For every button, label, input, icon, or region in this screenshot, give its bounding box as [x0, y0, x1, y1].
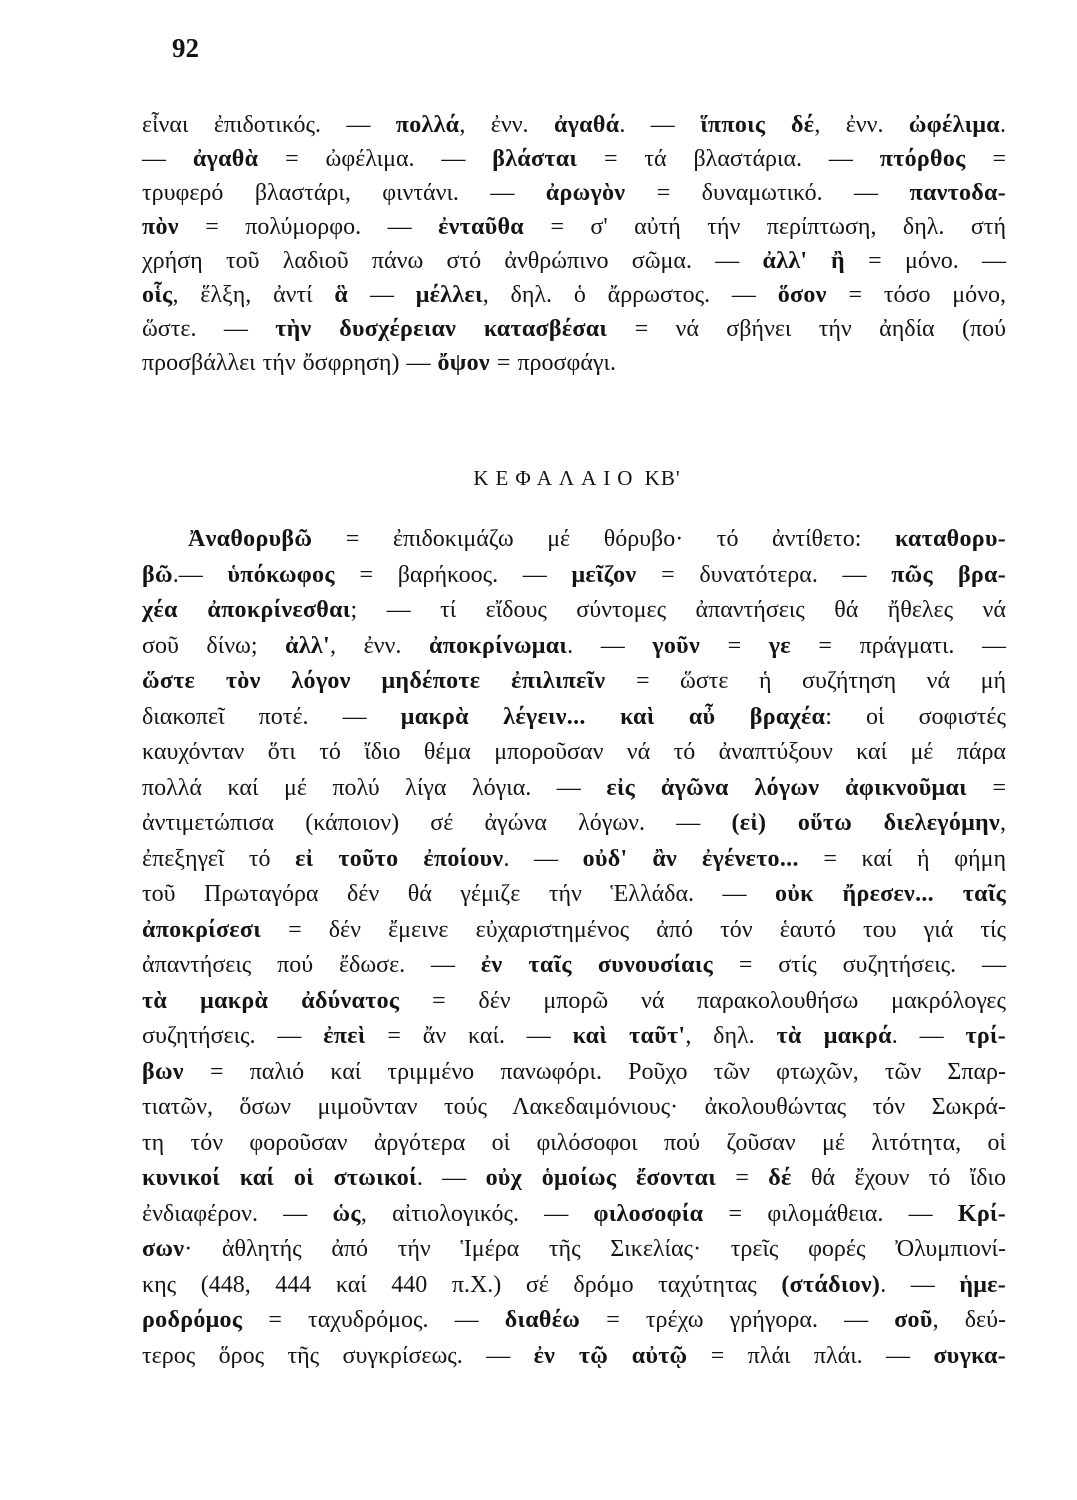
headword-text: οὐδ' ἂν ἐγένετο...: [582, 845, 799, 872]
gloss-text: = ὠφέλιμα. —: [258, 146, 493, 172]
headword-text: ἀγαθά: [553, 112, 620, 138]
gloss-text: =: [966, 774, 1006, 801]
gloss-text: συζητήσεις. —: [142, 1023, 324, 1049]
gloss-text: καυχόνταν ὅτι τό ἴδιο θέμα μποροῦσαν νά τό ἀναπτύξουν καί μέ πάρα: [142, 739, 1006, 765]
text-line: [142, 1197, 1006, 1233]
headword-text: καταθορυ-: [894, 526, 1006, 552]
gloss-text: . —: [891, 1023, 966, 1049]
text-line: [142, 593, 1006, 629]
gloss-text: , δηλ.: [685, 1023, 777, 1049]
gloss-text: τερος ὅρος τῆς συγκρίσεως. —: [142, 1342, 534, 1369]
text-line: [142, 176, 1006, 210]
text-line: [142, 558, 1006, 594]
headword-text: οὐχ ὁμοίως ἔσονται: [485, 1165, 716, 1191]
headword-text: ἐν ταῖς συνουσίαις: [480, 952, 714, 978]
headword-text: ὄψον: [437, 350, 490, 376]
headword-text: ἐπεὶ: [323, 1023, 366, 1049]
gloss-text: —: [142, 146, 193, 172]
gloss-text: , δηλ. ὁ ἄρρωστος. —: [482, 282, 778, 308]
gloss-text: = δέν ἔμεινε εὐχαριστημένος ἀπό τόν ἑαυτό του γιά τίς: [260, 916, 1006, 943]
headword-text: εἰς ἀγῶνα λόγων ἀφικνοῦμαι: [606, 774, 967, 801]
headword-text: βων: [142, 1058, 184, 1085]
gloss-text: =: [715, 1165, 769, 1191]
gloss-text: = τόσο μόνο,: [826, 282, 1006, 308]
gloss-text: τοῦ Πρωταγόρα δέν θά γέμιζε τήν Ἑλλάδα. —: [142, 881, 776, 907]
gloss-text: =: [699, 632, 769, 659]
gloss-text: . —: [416, 1165, 486, 1191]
headword-text: ἀποκρίνωμαι: [428, 632, 568, 659]
gloss-text: , ἐνν.: [459, 112, 554, 138]
gloss-text: . —: [567, 632, 653, 659]
text-line: [142, 1232, 1006, 1268]
headword-text: Ἀναθορυβῶ: [188, 526, 313, 552]
paragraph-previous-chapter-notes: [142, 108, 1006, 380]
headword-text: διαθέω: [504, 1307, 581, 1333]
text-line: [142, 346, 1006, 380]
headword-text: βῶ: [142, 561, 173, 588]
text-line: [142, 806, 1006, 842]
headword-text: πῶς βρα-: [891, 561, 1007, 588]
headword-text: μέλλει: [415, 282, 483, 308]
gloss-text: ἐνδιαφέρον. —: [142, 1200, 333, 1227]
gloss-text: εἶναι ἐπιδοτικός. —: [142, 112, 396, 138]
text-line: [142, 1019, 1006, 1055]
gloss-text: πολλά καί μέ πολύ λίγα λόγια. —: [142, 774, 607, 801]
text-line: [142, 244, 1006, 278]
text-line: [142, 312, 1006, 346]
gloss-text: τη τόν φοροῦσαν ἀργότερα οἱ φιλόσοφοι πού ζοῦσαν μέ λιτότητα, οἱ: [142, 1129, 1006, 1156]
text-line: [142, 1055, 1006, 1091]
headword-text: μεῖζον: [571, 561, 637, 588]
headword-text: πὸν: [142, 214, 179, 240]
headword-text: ἀγαθὰ: [192, 146, 259, 172]
gloss-text: . —: [503, 845, 583, 872]
headword-text: χέα ἀποκρίνεσθαι: [142, 597, 351, 623]
headword-text: φιλοσοφία: [593, 1200, 704, 1227]
gloss-text: κης (448, 444 καί 440 π.Χ.) σέ δρόμο ταχύτητας: [142, 1271, 782, 1298]
gloss-text: = προσφάγι.: [489, 350, 616, 376]
gloss-text: , ἐνν.: [329, 632, 429, 659]
gloss-text: ὥστε. —: [142, 316, 276, 342]
gloss-text: , ἕλξη, ἀντί: [172, 282, 335, 308]
text-line: [142, 1339, 1006, 1375]
headword-text: δέ: [768, 1165, 792, 1191]
gloss-text: προσβάλλει τήν ὄσφρηση) —: [142, 350, 438, 376]
gloss-text: = ἄν καί. —: [365, 1023, 573, 1049]
text-line: [142, 142, 1006, 176]
text-line: [142, 948, 1006, 984]
gloss-text: , δεύ-: [932, 1307, 1006, 1333]
headword-text: Κρί-: [957, 1200, 1007, 1227]
headword-text: (στάδιον): [781, 1271, 881, 1298]
gloss-text: διακοπεῖ ποτέ. —: [142, 703, 401, 730]
headword-text: τὴν δυσχέρειαν κατασβέσαι: [275, 316, 608, 342]
headword-text: γοῦν: [652, 632, 700, 659]
gloss-text: θά ἔχουν τό ἴδιο: [791, 1165, 1007, 1191]
text-line: [142, 1090, 1006, 1126]
text-line: [142, 877, 1006, 913]
headword-text: καὶ ταῦτ': [572, 1023, 686, 1049]
gloss-text: χρήση τοῦ λαδιοῦ πάνω στό ἀνθρώπινο σῶμα. —: [142, 248, 763, 274]
headword-text: ἃ: [334, 282, 349, 308]
gloss-text: : οἱ σοφιστές: [825, 703, 1006, 730]
gloss-text: = δυναμωτικό. —: [625, 180, 910, 206]
gloss-text: = καί ἡ φήμη: [798, 845, 1007, 872]
headword-text: ὅσον: [777, 282, 827, 308]
headword-text: (εἰ) οὕτω διελεγόμην: [731, 810, 1000, 836]
gloss-text: = ἐπιδοκιμάζω μέ θόρυβο· τό ἀντίθετο:: [312, 526, 895, 552]
gloss-text: = μόνο. —: [844, 248, 1006, 274]
page-number: 92: [172, 33, 199, 63]
gloss-text: =: [965, 146, 1006, 172]
gloss-text: τιατῶν, ὅσων μιμοῦνταν τούς Λακεδαιμόνιους· ἀκολουθώντας τόν Σωκρά-: [142, 1094, 1006, 1120]
headword-text: ἀλλ' ἢ: [762, 248, 845, 274]
chapter-heading: [447, 464, 707, 492]
gloss-text: , αἰτιολογικός. —: [360, 1200, 594, 1227]
headword-text: μακρὰ λέγειν... καὶ αὖ βραχέα: [400, 703, 826, 730]
gloss-text: ἀπαντήσεις πού ἔδωσε. —: [142, 952, 481, 978]
gloss-text: ,: [1000, 810, 1006, 836]
gloss-text: ἐπεξηγεῖ τό: [142, 845, 296, 872]
headword-text: ἡμε-: [959, 1271, 1007, 1298]
gloss-text: = νά σβήνει τήν ἀηδία (πού: [607, 316, 1006, 342]
gloss-text: ; — τί εἴδους σύντομες ἀπαντήσεις θά ἤθελες νά: [350, 597, 1006, 623]
headword-text: ὡς: [332, 1200, 361, 1227]
gloss-text: = στίς συζητήσεις. —: [713, 952, 1006, 978]
gloss-text: = παλιό καί τριμμένο πανωφόρι. Ροῦχο τῶν φτωχῶν, τῶν Σπαρ-: [183, 1058, 1006, 1085]
text-line: [142, 771, 1006, 807]
gloss-text: = ὥστε ἡ συζήτηση νά μή: [605, 668, 1006, 694]
headword-text: τὰ μακρὰ ἀδύνατος: [142, 987, 400, 1014]
headword-text: ἀρωγὸν: [545, 180, 626, 206]
text-line: [142, 1126, 1006, 1162]
headword-text: σοῦ: [894, 1307, 933, 1333]
headword-text: τρί-: [965, 1023, 1006, 1049]
headword-text: σων: [142, 1236, 185, 1262]
gloss-text: —: [348, 282, 416, 308]
headword-text: πτόρθος: [879, 146, 966, 172]
headword-text: ἀλλ': [285, 632, 330, 659]
headword-text: γε: [768, 632, 791, 659]
text-line: [142, 842, 1006, 878]
gloss-text: = πράγματι. —: [790, 632, 1007, 659]
gloss-text: ἀντιμετώπισα (κάποιον) σέ ἀγώνα λόγων. —: [142, 810, 732, 836]
headword-text: ροδρόμος: [142, 1307, 243, 1333]
headword-text: παντοδα-: [909, 180, 1007, 206]
paragraph-chapter-notes: [142, 522, 1006, 1374]
gloss-text: . —: [619, 112, 701, 138]
gloss-text: τρυφερό βλαστάρι, φιντάνι. —: [142, 180, 546, 206]
headword-text: ὠφέλιμα: [908, 112, 1000, 138]
headword-text: κυνικοί καί οἱ στωικοί: [142, 1165, 417, 1191]
headword-text: ὑπόκωφος: [227, 561, 335, 588]
gloss-text: = σ' αὐτή τήν περίπτωση, δηλ. στή: [523, 214, 1006, 240]
text-line: [142, 735, 1006, 771]
gloss-text: · ἀθλητής ἀπό τήν Ἱμέρα τῆς Σικελίας· τρεῖς φορές Ὀλυμπιονί-: [184, 1236, 1006, 1262]
gloss-text: .—: [172, 561, 228, 588]
text-line: [142, 108, 1006, 142]
text-line: [142, 210, 1006, 244]
gloss-text: = δέν μπορῶ νά παρακολουθήσω μακρόλογες: [399, 987, 1007, 1014]
gloss-text: . —: [880, 1271, 960, 1298]
text-line: [142, 278, 1006, 312]
gloss-text: , ἐνν.: [814, 112, 909, 138]
headword-text: εἰ τοῦτο ἐποίουν: [295, 845, 504, 872]
headword-text: ἵπποις δέ: [700, 112, 815, 138]
text-line: [142, 984, 1006, 1020]
text-line: [142, 664, 1006, 700]
gloss-text: = δυνατότερα. —: [636, 561, 892, 588]
headword-text: τὰ μακρά: [776, 1023, 892, 1049]
headword-text: ἐν τῷ αὐτῷ: [533, 1342, 688, 1369]
text-line: [142, 629, 1006, 665]
text-line: [142, 700, 1006, 736]
chapter-label: ΚΕΦΑΛΑΙΟ: [473, 466, 640, 490]
text-line: [142, 1268, 1006, 1304]
text-line: [142, 1161, 1006, 1197]
gloss-text: σοῦ δίνω;: [142, 632, 286, 659]
gloss-text: = τρέχω γρήγορα. —: [580, 1307, 895, 1333]
gloss-text: = φιλομάθεια. —: [703, 1200, 958, 1227]
text-line: [142, 913, 1006, 949]
gloss-text: = πλάι πλάι. —: [687, 1342, 934, 1369]
gloss-text: = ταχυδρόμος. —: [242, 1307, 505, 1333]
gloss-text: = τά βλαστάρια. —: [577, 146, 880, 172]
headword-text: βλάσται: [492, 146, 578, 172]
chapter-number: ΚΒ': [644, 466, 681, 490]
headword-text: ἀποκρίσεσι: [142, 916, 261, 943]
headword-text: οὐκ ἤρεσεν... ταῖς: [775, 881, 1006, 907]
text-line: [142, 522, 1006, 558]
gloss-text: = πολύμορφο. —: [178, 214, 439, 240]
gloss-text: .: [1000, 112, 1006, 138]
headword-text: ἐνταῦθα: [438, 214, 524, 240]
text-line: [142, 1303, 1006, 1339]
gloss-text: = βαρήκοος. —: [334, 561, 572, 588]
headword-text: συγκα-: [933, 1342, 1007, 1369]
headword-text: οἷς: [142, 282, 173, 308]
headword-text: πολλά: [395, 112, 460, 138]
headword-text: ὥστε τὸν λόγον μηδέποτε ἐπιλιπεῖν: [142, 668, 606, 694]
